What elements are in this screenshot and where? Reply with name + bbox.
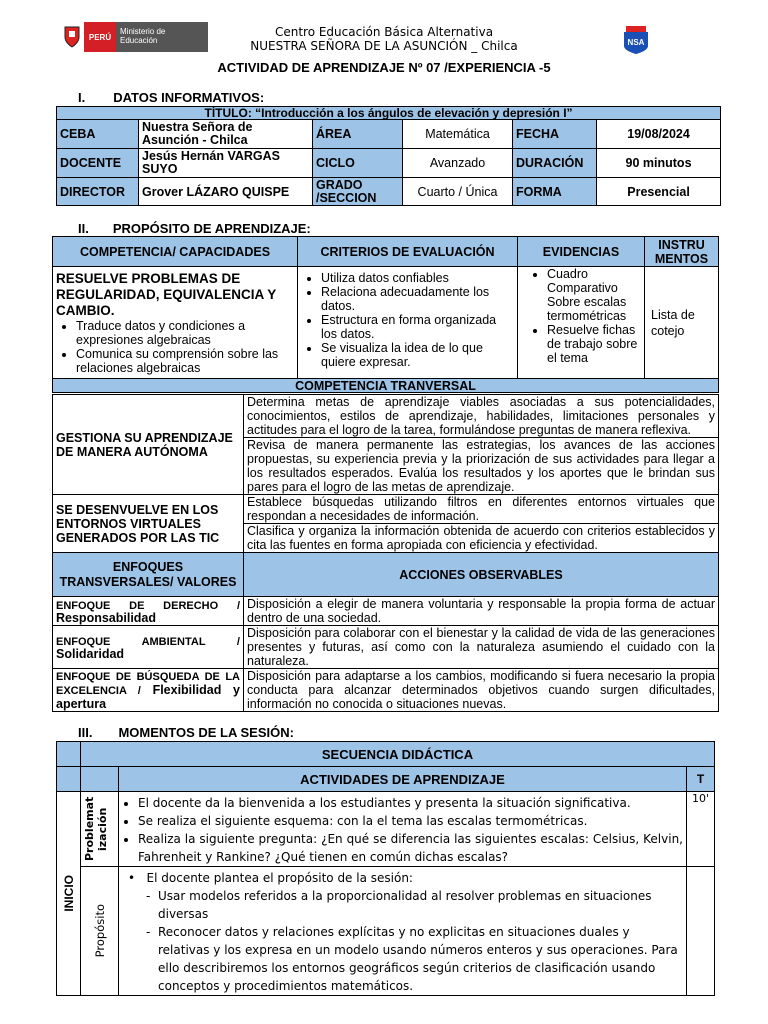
value-forma: Presencial — [597, 178, 721, 206]
list-item: • El docente da la bienvenida a los estudiantes y presenta la situación significativa. — [138, 794, 683, 812]
label-grado: GRADO /SECCION — [313, 178, 403, 206]
instrumento-value: Lista de cotejo — [645, 267, 719, 379]
transversal-name: GESTIONA SU APRENDIZAJE DE MANERA AUTÓNOMA — [53, 395, 244, 495]
label-duracion: DURACIÓN — [513, 149, 597, 178]
section-2-heading: II. PROPÓSITO DE APRENDIZAJE: — [78, 221, 311, 236]
peru-shield-icon — [60, 22, 84, 52]
value-grado: Cuarto / Única — [403, 178, 513, 206]
proposito-label: Propósito — [92, 904, 107, 958]
label-fecha: FECHA — [513, 120, 597, 149]
section-1-heading: I. DATOS INFORMATIVOS: — [78, 90, 265, 105]
enfoque-accion: Disposición para adaptarse a los cambios, modificando si fuera necesario la propia conducta para alcanzar determinados objetivos cuando surgen dificultades, información no conocida o situaciones nuevas. — [244, 669, 719, 712]
list-item: • Relaciona adecuadamente los datos. — [321, 285, 514, 313]
label-forma: FORMA — [513, 178, 597, 206]
value-ceba: Nuestra Señora de Asunción - Chilca — [139, 120, 313, 149]
actividades-header: ACTIVIDADES DE APRENDIZAJE — [119, 767, 687, 792]
ministry-label: Ministerio de Educación — [116, 22, 208, 52]
enfoque-value: Flexibilidad y apertura — [56, 682, 240, 711]
transversal-name: SE DESENVUELVE EN LOS ENTORNOS VIRTUALES GENERADOS POR LAS TIC — [53, 495, 244, 553]
list-item: • Estructura en forma organizada los datos. — [321, 313, 514, 341]
enfoque-label: ENFOQUE DE BÚSQUEDA DE LA EXCELENCIA / — [56, 670, 240, 697]
momentos-table — [56, 741, 715, 996]
value-ciclo: Avanzado — [403, 149, 513, 178]
enfoque-value: Solidaridad — [56, 646, 125, 661]
datos-table — [56, 106, 721, 206]
label-director: DIRECTOR — [57, 178, 139, 206]
header-instrumentos: INSTRU MENTOS — [645, 237, 719, 267]
value-duracion: 90 minutos — [597, 149, 721, 178]
transversal-item: Establece búsquedas utilizando filtros en diferentes entornos virtuales que respondan a necesidades de información. — [244, 495, 719, 524]
value-area: Matemática — [403, 120, 513, 149]
acciones-header: ACCIONES OBSERVABLES — [244, 553, 719, 597]
transversal-item: Determina metas de aprendizaje viables asociadas a sus potencialidades, conocimientos, estilos de aprendizaje, habilidades, limitaciones personales y actitudes para el logro de la tarea, formulándose preguntas de manera reflexiva. — [244, 395, 719, 438]
transversal-item: Clasifica y organiza la información obtenida de acuerdo con criterios establecidos y cita las fuentes en forma apropiada con eficiencia y efectividad. — [244, 524, 719, 553]
problematizacion-label: Problematización — [82, 796, 109, 862]
school-line-2: NUESTRA SEÑORA DE LA ASUNCIÓN _ Chilca — [250, 39, 518, 53]
nsa-logo: NSA — [624, 26, 648, 54]
enfoque-accion: Disposición para colaborar con el bienestar y la calidad de vida de las generaciones presentes y futuras, así como con la naturaleza asumiendo el cuidado con la naturaleza. — [244, 626, 719, 669]
proposito-table — [52, 236, 719, 393]
secuencia-header: SECUENCIA DIDÁCTICA — [81, 742, 715, 767]
transversal-item: Revisa de manera permanente las estrategias, los avances de las acciones propuestas, su experiencia previa y la priorización de sus actividades para llegar a los resultados esperados. Evalúa los resultados y los aportes que le brindan sus pares para el logro de las metas de aprendizaje. — [244, 438, 719, 495]
capacidades-list — [56, 319, 294, 375]
list-item: • Resuelve fichas de trabajo sobre el tema — [547, 323, 641, 365]
proposito-item: - Usar modelos referidos a la proporcionalidad al resolver problemas en situaciones diversas — [146, 889, 652, 921]
competencia-title: RESUELVE PROBLEMAS DE REGULARIDAD, EQUIVALENCIA Y CAMBIO. — [56, 271, 277, 318]
titulo-row: TÍTULO: “Introducción a los ángulos de elevación y depresión I” — [57, 107, 721, 120]
label-area: ÁREA — [313, 120, 403, 149]
enfoque-value: Responsabilidad — [56, 610, 157, 625]
time-value: 10' — [687, 792, 715, 867]
minedu-logo — [60, 22, 208, 52]
label-ciclo: CICLO — [313, 149, 403, 178]
activity-title: ACTIVIDAD DE APRENDIZAJE Nº 07 /EXPERIENCIA -5 — [217, 60, 551, 75]
enfoques-header: ENFOQUES TRANSVERSALES/ VALORES — [53, 553, 244, 597]
list-item: • Comunica su comprensión sobre las relaciones algebraicas — [76, 347, 294, 375]
inicio-label: INICIO — [61, 875, 76, 912]
section-3-heading: III. MOMENTOS DE LA SESIÓN: — [78, 725, 294, 740]
transversal-header: COMPETENCIA TRANVERSAL — [53, 379, 719, 393]
criterios-list — [301, 271, 514, 369]
enfoque-label: ENFOQUE AMBIENTAL / — [56, 635, 240, 648]
t-header: T — [687, 767, 715, 792]
proposito-intro: • El docente plantea el propósito de la sesión: — [128, 871, 413, 885]
transversal-table — [52, 394, 719, 712]
label-ceba: CEBA — [57, 120, 139, 149]
school-line-1: Centro Educación Básica Alternativa — [274, 25, 494, 39]
problematizacion-list — [122, 794, 683, 866]
header-criterios: CRITERIOS DE EVALUACIÓN — [298, 237, 518, 267]
list-item: • Traduce datos y condiciones a expresiones algebraicas — [76, 319, 294, 347]
enfoque-accion: Disposición a elegir de manera voluntaria y responsable la propia forma de actuar dentro de una sociedad. — [244, 597, 719, 626]
value-fecha: 19/08/2024 — [597, 120, 721, 149]
peru-label: PERÚ — [84, 22, 116, 52]
header-competencia: COMPETENCIA/ CAPACIDADES — [53, 237, 298, 267]
list-item: • Realiza la siguiente pregunta: ¿En qué se diferencia las siguientes escalas: Celsius, Kelvin, Fahrenheit y Rankine? ¿Qué tienen en común dichas escalas? — [138, 830, 683, 866]
label-docente: DOCENTE — [57, 149, 139, 178]
enfoque-label: ENFOQUE DE DERECHO / — [56, 599, 240, 612]
list-item: • Se realiza el siguiente esquema: con la el tema las escalas termométricas. — [138, 812, 683, 830]
list-item: • Se visualiza la idea de lo que quiere expresar. — [321, 341, 514, 369]
proposito-item: - Reconocer datos y relaciones explícitas y no explicitas en situaciones duales y relativas y los expresa en un modelo usando números enteros y sus operaciones. Para ello describiremos los entornos geográficos según criterios de clasificación usando conceptos y procedimientos matemáticos. — [146, 925, 678, 993]
value-director: Grover LÁZARO QUISPE — [139, 178, 313, 206]
header-evidencias: EVIDENCIAS — [518, 237, 645, 267]
list-item: • Cuadro Comparativo Sobre escalas termométricas — [547, 267, 641, 323]
value-docente: Jesús Hernán VARGAS SUYO — [139, 149, 313, 178]
list-item: • Utiliza datos confiables — [321, 271, 514, 285]
evidencias-list — [521, 267, 641, 365]
